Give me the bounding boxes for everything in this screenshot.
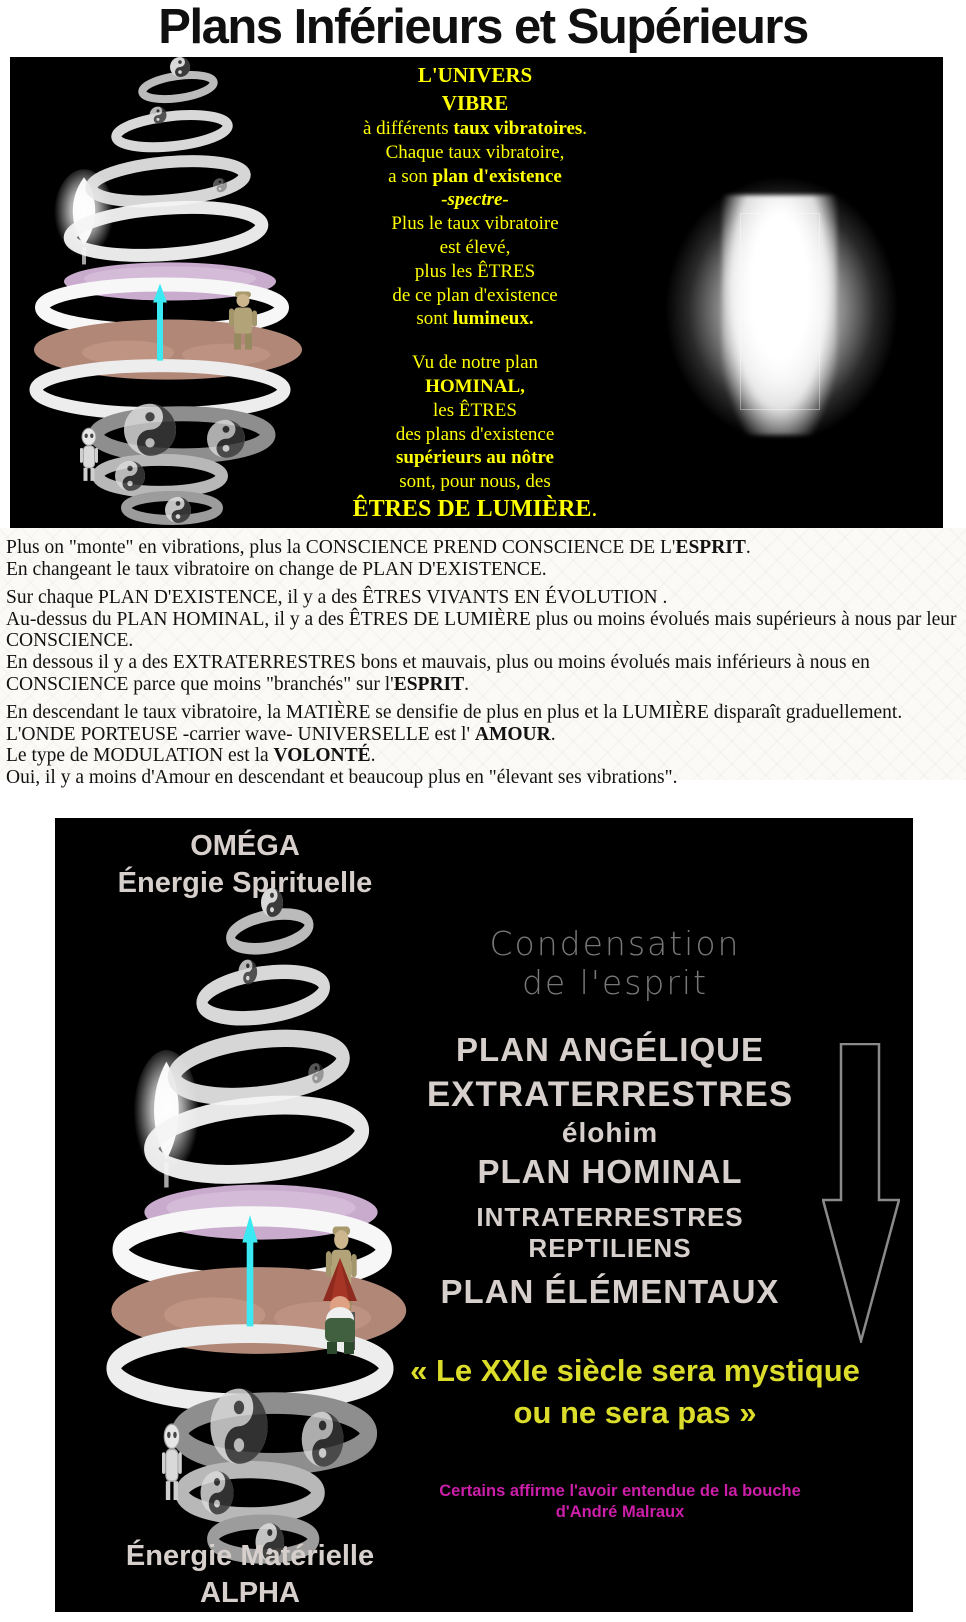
spiral-vortex-image: [10, 57, 310, 528]
text-segment: -spectre-: [441, 189, 509, 211]
text-line: [6, 537, 958, 559]
text-line: [295, 141, 655, 165]
text-line: [6, 767, 958, 789]
text-segment: de ce plan d'existence: [392, 284, 558, 306]
plane-label: REPTILIENS: [528, 1233, 692, 1263]
text-segment: supérieurs au nôtre: [396, 447, 554, 469]
text-segment: ÊTRES DE LUMIÈRE: [352, 495, 592, 522]
text-segment: ESPRIT: [393, 673, 465, 695]
text-segment: est élevé,: [439, 236, 511, 258]
attribution-line2: d'André Malraux: [555, 1503, 685, 1521]
text-line: [6, 559, 958, 581]
text-segment: En dessous il y a des EXTRATERRESTRES bons et mauvais, plus ou moins évolués mais inférieurs à nous en CONSCIENCE parce que moins "branchés" sur l': [6, 651, 870, 695]
plane-label: PLAN ANGÉLIQUE: [456, 1031, 764, 1068]
text-segment: .: [370, 745, 376, 767]
spiral-vortex-image: [85, 888, 415, 1568]
plane-label: EXTRATERRESTRES: [426, 1075, 794, 1114]
alpha-line2: ALPHA: [200, 1577, 300, 1609]
plane-label: élohim: [561, 1117, 659, 1148]
text-segment: Chaque taux vibratoire,: [385, 141, 565, 163]
text-segment: En descendant le taux vibratoire, la MATIÈRE se densifie de plus en plus et la LUMIÈRE disparaît graduellement.: [6, 702, 903, 724]
text-line: [295, 351, 655, 375]
text-segment: HOMINAL,: [425, 375, 525, 397]
explanation-text-section: [0, 528, 966, 788]
quote-attribution: [360, 1481, 880, 1523]
text-line: [295, 423, 655, 447]
text-segment: .: [745, 537, 751, 558]
text-segment: AMOUR: [474, 723, 551, 745]
text-segment: plan d'existence: [432, 165, 562, 187]
text-segment: Vu de notre plan: [411, 352, 538, 374]
text-segment: les ÊTRES: [433, 399, 517, 421]
glow-frame: [740, 213, 820, 410]
text-line: [6, 745, 958, 767]
universe-vibrates-text: [295, 61, 655, 524]
alpha-label: [85, 1538, 415, 1612]
text-segment: VIBRE: [441, 91, 509, 115]
condensation-line1: Condensation: [489, 924, 741, 963]
text-segment: L'ONDE PORTEUSE -carrier wave- UNIVERSELLE est l': [6, 723, 475, 745]
text-segment: sont, pour nous, des: [399, 471, 551, 493]
condensation-line2: de l'esprit: [521, 963, 709, 1002]
text-segment: Plus le taux vibratoire: [391, 213, 559, 235]
text-segment: En changeant le taux vibratoire on change de PLAN D'EXISTENCE.: [6, 558, 547, 580]
page-title: Plans Inférieurs et Supérieurs: [158, 0, 808, 54]
attribution-line1: Certains affirme l'avoir entendue de la bouche: [439, 1482, 801, 1500]
text-line: [295, 165, 655, 189]
text-line: [295, 446, 655, 470]
quote-line1: « Le XXIe siècle sera mystique: [410, 1353, 860, 1388]
plane-label: PLAN HOMINAL: [477, 1153, 743, 1190]
omega-line2: Énergie Spirituelle: [117, 867, 373, 899]
text-line: [6, 609, 958, 652]
text-line: [6, 652, 958, 695]
text-segment: .: [591, 495, 598, 522]
text-segment: des plans d'existence: [395, 423, 555, 445]
text-segment: sont: [416, 308, 453, 330]
text-line: [295, 212, 655, 236]
vibration-panel: [10, 57, 943, 528]
text-segment: a son: [388, 165, 433, 187]
text-line: [6, 702, 958, 724]
text-line: [295, 399, 655, 423]
text-segment: taux vibratoires: [453, 118, 583, 139]
text-line: [295, 89, 655, 117]
text-line: [295, 188, 655, 212]
text-line: [295, 494, 655, 524]
text-segment: VOLONTÉ: [273, 745, 371, 767]
condensation-label: [435, 924, 795, 1002]
text-segment: Plus on "monte" en vibrations, plus la CONSCIENCE PREND CONSCIENCE DE L': [6, 537, 676, 558]
down-arrow-outline-icon: [822, 1043, 900, 1343]
text-segment: .: [550, 723, 556, 745]
text-segment: .: [464, 673, 470, 695]
text-segment: lumineux.: [452, 308, 534, 330]
text-segment: plus les ÊTRES: [414, 260, 536, 282]
text-segment: Sur chaque PLAN D'EXISTENCE, il y a des ÊTRES VIVANTS EN ÉVOLUTION .: [6, 587, 668, 609]
gnome-figure: [303, 1256, 378, 1356]
text-segment: ESPRIT: [675, 537, 746, 558]
alpha-line1: Énergie Matérielle: [125, 1540, 375, 1572]
text-line: [295, 61, 655, 89]
text-line: [295, 375, 655, 399]
quote-line2: ou ne sera pas »: [513, 1395, 757, 1430]
planes-diagram-panel: [55, 818, 913, 1612]
text-line: [295, 470, 655, 494]
text-segment: Le type de MODULATION est la: [6, 745, 274, 767]
omega-line1: OMÉGA: [190, 830, 300, 862]
mystic-quote: [375, 1350, 895, 1434]
text-segment: à différents: [362, 118, 454, 139]
text-segment: Au-dessus du PLAN HOMINAL, il y a des ÊTRES DE LUMIÈRE plus ou moins évolués mais supérieurs à nous par leur CONSCIENCE.: [6, 608, 957, 652]
text-line: [295, 284, 655, 308]
text-line: [6, 587, 958, 609]
text-line: [295, 260, 655, 284]
light-being-glow: [650, 147, 930, 507]
text-line: [295, 307, 655, 331]
text-line: [6, 724, 958, 746]
text-line: [295, 117, 655, 141]
planes-list: [385, 1030, 835, 1312]
text-line: [295, 236, 655, 260]
text-line: [295, 331, 655, 351]
plane-label: INTRATERRESTRES: [476, 1202, 744, 1232]
text-segment: .: [582, 118, 588, 139]
text-segment: L'UNIVERS: [417, 63, 533, 87]
text-segment: Oui, il y a moins d'Amour en descendant et beaucoup plus en "élevant ses vibrations".: [6, 766, 678, 788]
plane-label: PLAN ÉLÉMENTAUX: [440, 1273, 780, 1310]
